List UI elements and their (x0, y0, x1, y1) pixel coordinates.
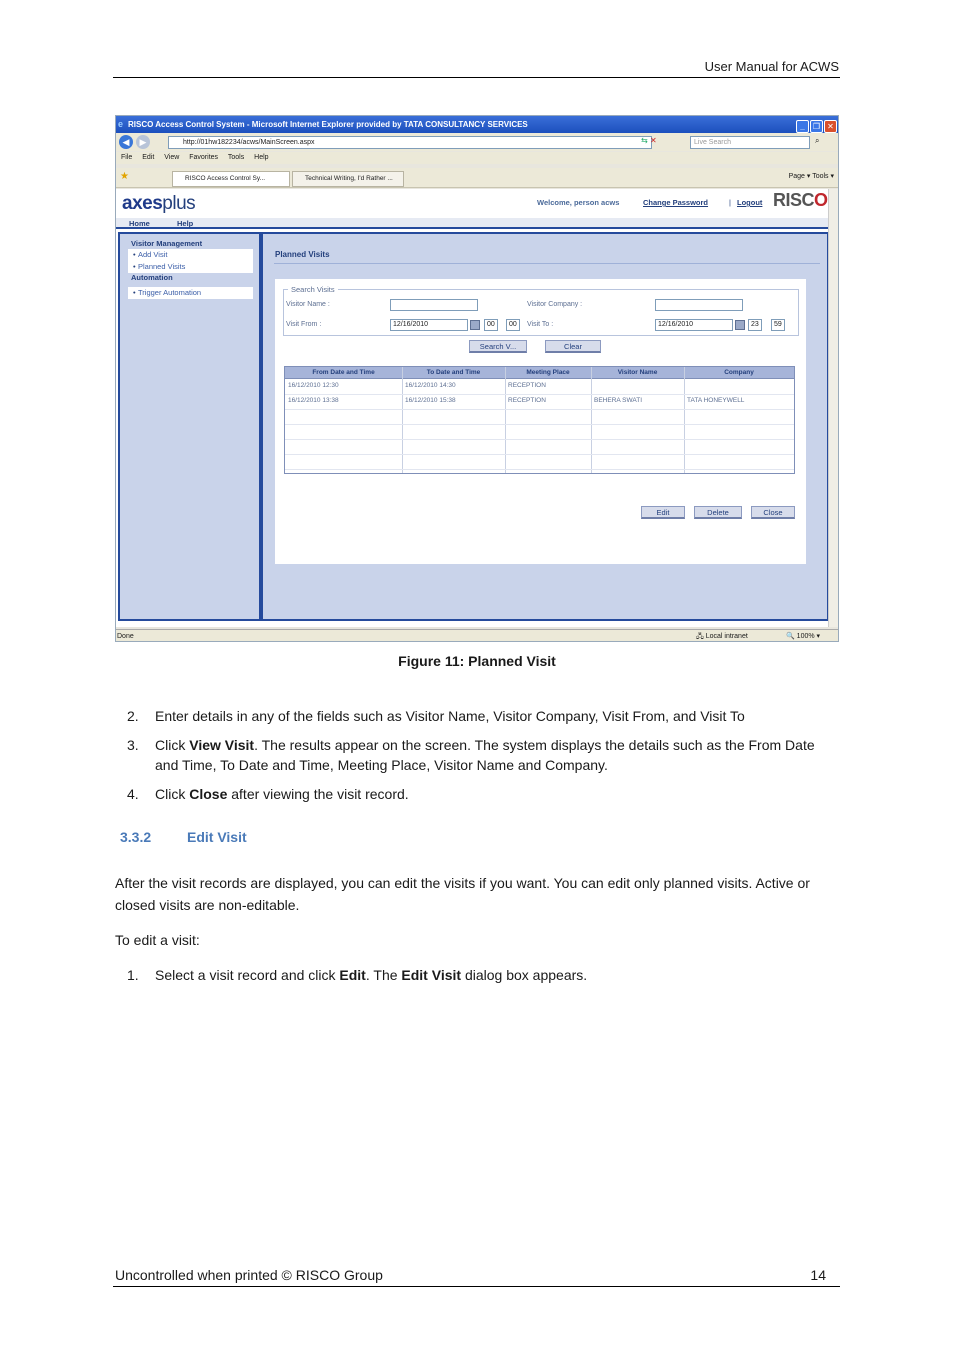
status-zone-text: Local intranet (705, 633, 748, 640)
table-cell: 16/12/2010 14:30 (405, 382, 456, 389)
visit-to-hour-input[interactable]: 23 (748, 319, 762, 331)
menu-help[interactable]: Help (254, 154, 269, 161)
change-password-link[interactable]: Change Password (643, 198, 709, 207)
table-cell: 16/12/2010 15:38 (405, 397, 456, 404)
app-nav (116, 218, 830, 229)
page-footer (113, 1265, 840, 1287)
table-cell: TATA HONEYWELL (687, 397, 745, 404)
sidebar-heading-automation: Automation (128, 273, 253, 283)
table-cell: RECEPTION (508, 382, 546, 389)
section-number: 3.3.2 (120, 829, 152, 845)
close-icon[interactable]: ✕ (824, 120, 837, 133)
list-text: Enter details in any of the fields such as Visitor Name, Visitor Company, Visit From, and Visit To (155, 708, 745, 724)
browser-scrollbar[interactable] (828, 189, 838, 627)
visitor-company-label: Visitor Company : (527, 301, 583, 308)
visitor-name-input[interactable] (390, 299, 478, 311)
forward-icon[interactable]: ▶ (136, 135, 150, 149)
footer-text: Uncontrolled when printed © RISCO Group (115, 1267, 383, 1283)
column-header[interactable]: Visitor Name (617, 369, 658, 376)
visit-to-minute-input[interactable]: 59 (771, 319, 785, 331)
table-row-empty (285, 425, 794, 440)
clear-button[interactable]: Clear (545, 340, 601, 353)
browser-menubar (116, 152, 838, 164)
sidebar-menu (128, 239, 253, 306)
menu-tools[interactable]: Tools (227, 154, 245, 161)
figure-caption: Figure 11: Planned Visit (398, 653, 556, 669)
sidebar-item-add-visit[interactable]: • Add Visit (128, 249, 253, 261)
address-bar (116, 133, 838, 151)
panel-title: Planned Visits (275, 250, 330, 259)
visit-to-label: Visit To : (527, 321, 554, 328)
section-heading (120, 829, 247, 845)
live-search-input[interactable]: Live Search (690, 136, 810, 149)
command-bar[interactable]: Page ▾ Tools ▾ (788, 173, 834, 180)
visit-from-minute-input[interactable]: 00 (506, 319, 520, 331)
table-row[interactable] (285, 395, 794, 410)
screenshot-figure (115, 115, 839, 642)
tab-risco[interactable]: RISCO Access Control Sy... (172, 171, 290, 187)
visit-from-hour-input[interactable]: 00 (484, 319, 498, 331)
table-row-empty (285, 440, 794, 455)
search-icon[interactable]: ⌕ (815, 136, 820, 145)
manual-title: User Manual for ACWS (704, 59, 839, 74)
menu-view[interactable]: View (164, 154, 180, 161)
nav-help[interactable]: Help (177, 219, 194, 228)
table-cell: 16/12/2010 12:30 (288, 382, 339, 389)
edit-button[interactable]: Edit (641, 506, 685, 519)
visits-table (284, 366, 795, 474)
visit-from-date-input[interactable]: 12/16/2010 (390, 319, 468, 331)
list-text: Click View Visit. The results appear on the screen. The system displays the details such as the From Date and Time, To Date and Time, Meeting Place, Visitor Name and Company. (155, 737, 815, 773)
calendar-icon[interactable] (470, 320, 480, 330)
list-number: 2. (127, 708, 139, 724)
browser-tabbar (116, 168, 838, 188)
close-button[interactable]: Close (751, 506, 795, 519)
list-text: Select a visit record and click Edit. The Edit Visit dialog box appears. (155, 967, 588, 983)
window-titlebar (116, 116, 838, 133)
welcome-text: Welcome, person acws (537, 198, 620, 207)
minimize-icon[interactable]: _ (796, 120, 809, 133)
title-divider (274, 263, 820, 264)
status-done: Done (117, 633, 134, 640)
menu-file[interactable]: File (121, 154, 133, 161)
visit-from-label: Visit From : (286, 321, 322, 328)
column-header[interactable]: Company (724, 369, 754, 376)
browser-statusbar (116, 629, 838, 642)
column-header[interactable]: To Date and Time (426, 369, 481, 376)
logout-link[interactable]: Logout (737, 198, 763, 207)
refresh-stop-icons[interactable]: ⇆ ✕ (641, 136, 657, 145)
axesplus-logo: axesplus (122, 193, 196, 214)
window-title: RISCO Access Control System - Microsoft Internet Explorer provided by TATA CONSULTANCY SERVICES (128, 120, 528, 129)
sidebar-item-planned-visits[interactable]: • Planned Visits (128, 261, 253, 273)
table-cell: BEHERA SWATI (594, 397, 643, 404)
planned-visits-form (275, 279, 806, 564)
list-text: Click Close after viewing the visit record. (155, 786, 409, 802)
risco-logo: RISCO (773, 190, 828, 210)
list-number: 3. (127, 737, 139, 753)
status-zone: 🖧 Local intranet (696, 633, 748, 640)
page-number: 14 (810, 1267, 826, 1283)
table-row-empty (285, 410, 794, 425)
visitor-company-input[interactable] (655, 299, 743, 311)
calendar-icon[interactable] (735, 320, 745, 330)
search-visits-fieldset (283, 285, 799, 336)
back-icon[interactable]: ◀ (119, 135, 133, 149)
table-row-empty (285, 455, 794, 470)
visit-to-date-input[interactable]: 12/16/2010 (655, 319, 733, 331)
table-cell: 16/12/2010 13:38 (288, 397, 339, 404)
tab-technical-writing[interactable]: Technical Writing, I'd Rather ... (292, 171, 404, 187)
search-visits-legend: Search Visits (288, 285, 338, 294)
favorites-star-icon[interactable]: ★ (120, 171, 129, 182)
table-header (285, 367, 794, 379)
column-header[interactable]: Meeting Place (526, 369, 570, 376)
search-view-button[interactable]: Search V... (469, 340, 527, 353)
status-zoom-text: 100% (796, 633, 815, 640)
menu-edit[interactable]: Edit (142, 154, 155, 161)
main-panel (261, 232, 829, 621)
paragraph: After the visit records are displayed, you can edit the visits if you want. You can edit only planned visits. Active or closed visits are non-editable. (115, 875, 810, 913)
table-row[interactable] (285, 380, 794, 395)
status-zoom[interactable]: 🔍 100% ▾ (786, 633, 821, 640)
column-header[interactable]: From Date and Time (312, 369, 375, 376)
sidebar (118, 232, 261, 621)
address-input[interactable]: http://01hw182234/acws/MainScreen.aspx (168, 136, 652, 149)
visitor-name-label: Visitor Name : (286, 301, 330, 308)
section-title: Edit Visit (187, 829, 247, 845)
link-separator: | (729, 198, 731, 207)
list-number: 1. (127, 967, 139, 983)
sidebar-item-trigger-automation[interactable]: • Trigger Automation (128, 287, 253, 299)
ie-icon: e (118, 119, 124, 129)
sidebar-heading-visitor-management: Visitor Management (128, 239, 253, 249)
list-number: 4. (127, 786, 139, 802)
menu-favorites[interactable]: Favorites (189, 154, 219, 161)
table-cell: RECEPTION (508, 397, 546, 404)
nav-home[interactable]: Home (129, 219, 150, 228)
restore-icon[interactable]: ❐ (810, 120, 823, 133)
page-header (113, 56, 840, 78)
paragraph: To edit a visit: (115, 932, 200, 948)
delete-button[interactable]: Delete (694, 506, 742, 519)
web-app (116, 189, 830, 627)
